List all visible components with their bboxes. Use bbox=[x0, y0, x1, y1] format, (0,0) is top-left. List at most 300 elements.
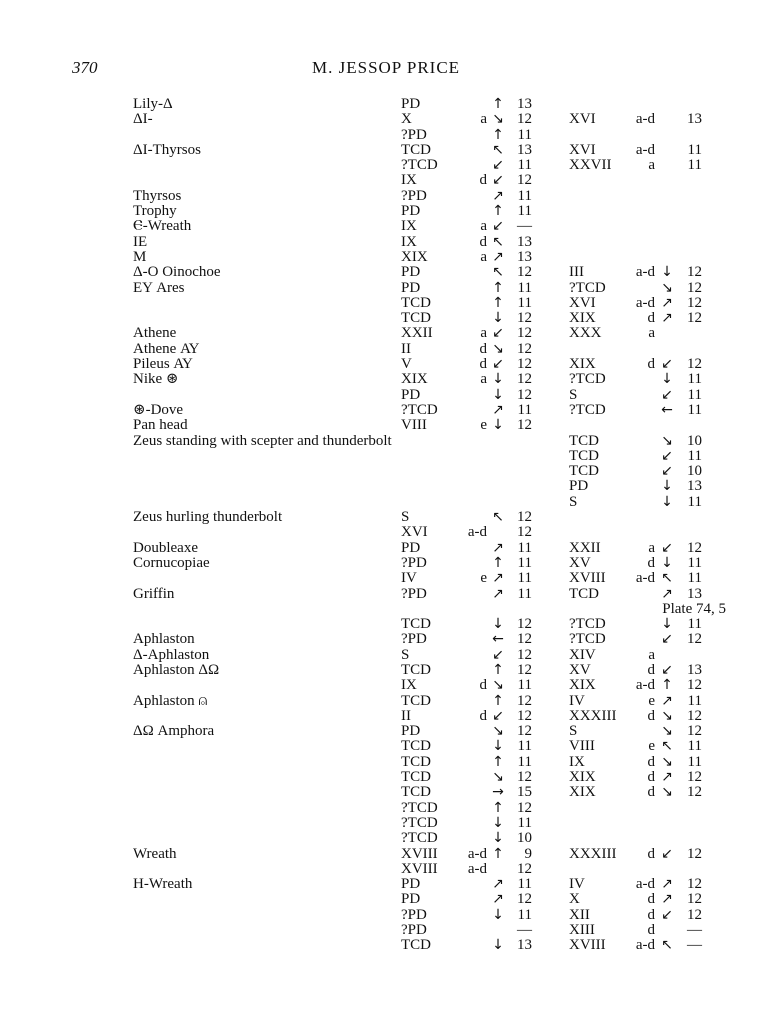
axis-hour-cell: 11 bbox=[517, 906, 532, 923]
axis-hour-cell: 12 bbox=[517, 386, 532, 403]
axis-hour-cell: 11 bbox=[517, 570, 532, 587]
axis-hour-cell-2: — bbox=[687, 937, 702, 954]
axis-hour-cell-2: 12 bbox=[687, 723, 702, 740]
subject-cell: ΔΙ- bbox=[133, 111, 153, 128]
axis-arrow: ↓ bbox=[492, 814, 504, 831]
axis-hour-cell: 11 bbox=[517, 203, 532, 220]
table-row bbox=[0, 189, 780, 204]
axis-arrow-2: ↘ bbox=[661, 723, 673, 740]
variant-cell-2: a-d bbox=[635, 876, 655, 893]
axis-hour-cell: 12 bbox=[517, 723, 532, 740]
variant-cell-2: a bbox=[648, 539, 655, 556]
table-row bbox=[0, 265, 780, 280]
axis-hour-cell: 11 bbox=[517, 126, 532, 143]
die-cell-2: TCD bbox=[569, 463, 599, 480]
axis-hour-cell: 12 bbox=[517, 111, 532, 128]
die-cell: ?TCD bbox=[401, 401, 438, 418]
die-cell: IX bbox=[401, 172, 417, 189]
axis-arrow: ↑ bbox=[492, 692, 504, 709]
table-row bbox=[0, 372, 780, 387]
subject-cell: Athene ΑΥ bbox=[133, 340, 200, 357]
die-cell-2: XIX bbox=[569, 356, 596, 373]
die-cell: XVIII bbox=[401, 860, 438, 877]
variant-cell-2: d bbox=[647, 845, 655, 862]
axis-hour-cell: 11 bbox=[517, 585, 532, 602]
axis-hour-cell-2: 12 bbox=[687, 845, 702, 862]
variant-cell-2: a-d bbox=[635, 677, 655, 694]
die-cell: ?TCD bbox=[401, 830, 438, 847]
table-row bbox=[0, 847, 780, 862]
die-cell: II bbox=[401, 707, 411, 724]
variant-cell-2: d bbox=[647, 310, 655, 327]
die-cell-2: IV bbox=[569, 692, 585, 709]
table-row bbox=[0, 678, 780, 693]
die-cell: TCD bbox=[401, 753, 431, 770]
axis-arrow-2: ↙ bbox=[661, 539, 673, 556]
die-cell: XXII bbox=[401, 325, 433, 342]
table-row bbox=[0, 326, 780, 341]
table-row bbox=[0, 801, 780, 816]
axis-hour-cell: 12 bbox=[517, 661, 532, 678]
axis-hour-cell: 9 bbox=[524, 845, 532, 862]
die-cell-2: XIX bbox=[569, 769, 596, 786]
die-cell-2: XXX bbox=[569, 325, 602, 342]
table-row bbox=[0, 403, 780, 418]
variant-cell: a bbox=[480, 248, 487, 265]
die-cell: PD bbox=[401, 723, 421, 740]
variant-cell-2: d bbox=[647, 753, 655, 770]
subject-cell: Griffin bbox=[133, 585, 175, 602]
die-cell-2: S bbox=[569, 723, 578, 740]
axis-arrow: ↘ bbox=[492, 723, 504, 740]
table-row bbox=[0, 464, 780, 479]
axis-hour-cell: 11 bbox=[517, 876, 532, 893]
table-row bbox=[0, 648, 780, 663]
axis-arrow: ↗ bbox=[492, 187, 504, 204]
die-cell: ?PD bbox=[401, 585, 427, 602]
axis-hour-cell-2: 12 bbox=[687, 279, 702, 296]
die-cell-2: XXXIII bbox=[569, 845, 617, 862]
die-cell: ?PD bbox=[401, 126, 427, 143]
variant-cell-2: a-d bbox=[635, 111, 655, 128]
die-cell: PD bbox=[401, 891, 421, 908]
subject-cell: Ⲉ-Wreath bbox=[133, 218, 192, 235]
die-cell-2: XXVII bbox=[569, 157, 612, 174]
table-row bbox=[0, 770, 780, 785]
subject-cell: ΙΕ bbox=[133, 233, 148, 250]
axis-hour-cell: 12 bbox=[517, 264, 532, 281]
axis-arrow-2: ↘ bbox=[661, 432, 673, 449]
axis-hour-cell-2: 13 bbox=[687, 661, 702, 678]
die-cell: TCD bbox=[401, 738, 431, 755]
die-cell-2: ?TCD bbox=[569, 401, 606, 418]
die-cell-2: XIX bbox=[569, 784, 596, 801]
subject-cell: Aphlaston ΔΩ bbox=[133, 661, 220, 678]
axis-arrow: ↘ bbox=[492, 769, 504, 786]
axis-arrow: ↑ bbox=[492, 799, 504, 816]
axis-arrow-2: ↙ bbox=[661, 906, 673, 923]
table-row bbox=[0, 556, 780, 571]
subject-cell: Lily-Δ bbox=[133, 96, 173, 112]
die-cell-2: VIII bbox=[569, 738, 595, 755]
axis-arrow: ↗ bbox=[492, 401, 504, 418]
axis-hour-cell: 12 bbox=[517, 340, 532, 357]
subject-cell: Aphlaston ⍝ bbox=[133, 692, 208, 709]
axis-hour-cell: 11 bbox=[517, 187, 532, 204]
die-cell-2: IX bbox=[569, 753, 585, 770]
axis-arrow-2: ↖ bbox=[661, 937, 673, 954]
axis-hour-cell-2: — bbox=[687, 922, 702, 939]
table-row bbox=[0, 525, 780, 540]
die-cell: TCD bbox=[401, 692, 431, 709]
die-cell: ?PD bbox=[401, 922, 427, 939]
axis-arrow-2: ↓ bbox=[661, 616, 673, 633]
die-cell: ?PD bbox=[401, 187, 427, 204]
die-cell: IX bbox=[401, 233, 417, 250]
axis-arrow-2: ↙ bbox=[661, 356, 673, 373]
axis-hour-cell: 12 bbox=[517, 325, 532, 342]
table-row bbox=[0, 128, 780, 143]
table-row bbox=[0, 709, 780, 724]
subject-cell: Aphlaston bbox=[133, 631, 195, 648]
axis-hour-cell-2: 13 bbox=[687, 478, 702, 495]
die-cell: PD bbox=[401, 876, 421, 893]
table-row bbox=[0, 663, 780, 678]
subject-cell: ⊛-Dove bbox=[133, 401, 184, 418]
table-row bbox=[0, 97, 780, 112]
die-cell-2: III bbox=[569, 264, 584, 281]
axis-arrow: ↓ bbox=[492, 937, 504, 954]
axis-hour-cell-2: 11 bbox=[687, 554, 702, 571]
axis-arrow: ← bbox=[492, 631, 504, 648]
axis-hour-cell: 12 bbox=[517, 310, 532, 327]
subject-cell: ΔΩ Amphora bbox=[133, 723, 215, 740]
table-row bbox=[0, 587, 780, 602]
die-cell: XVI bbox=[401, 524, 428, 541]
axis-arrow: ↓ bbox=[492, 310, 504, 327]
axis-hour-cell: 12 bbox=[517, 417, 532, 434]
variant-cell-2: a-d bbox=[635, 937, 655, 954]
table-row bbox=[0, 204, 780, 219]
die-cell-2: XIX bbox=[569, 677, 596, 694]
table-row bbox=[0, 739, 780, 754]
axis-arrow: ↙ bbox=[492, 707, 504, 724]
die-cell-2: ?TCD bbox=[569, 631, 606, 648]
die-cell: IV bbox=[401, 570, 417, 587]
axis-arrow: ↑ bbox=[492, 126, 504, 143]
axis-hour-cell: 11 bbox=[517, 539, 532, 556]
die-cell: PD bbox=[401, 386, 421, 403]
axis-hour-cell: 12 bbox=[517, 509, 532, 526]
die-cell-2: ?TCD bbox=[569, 371, 606, 388]
axis-arrow: ↓ bbox=[492, 616, 504, 633]
axis-arrow-2: ↘ bbox=[661, 784, 673, 801]
axis-hour-cell-2: 12 bbox=[687, 677, 702, 694]
page-number: 370 bbox=[72, 58, 98, 77]
table-row bbox=[0, 877, 780, 892]
die-cell-2: XVIII bbox=[569, 937, 606, 954]
axis-hour-cell: 12 bbox=[517, 646, 532, 663]
axis-arrow-2: ↓ bbox=[661, 264, 673, 281]
variant-cell: a-d bbox=[467, 845, 487, 862]
variant-cell: a-d bbox=[467, 524, 487, 541]
subject-cell: Μ bbox=[133, 248, 147, 265]
subject-cell: Trophy bbox=[133, 203, 177, 220]
variant-cell-2: a bbox=[648, 646, 655, 663]
die-cell: PD bbox=[401, 279, 421, 296]
axis-arrow-2: ↙ bbox=[661, 386, 673, 403]
table-row bbox=[0, 143, 780, 158]
die-cell-2: XVI bbox=[569, 294, 596, 311]
axis-hour-cell: 12 bbox=[517, 799, 532, 816]
axis-hour-cell: 11 bbox=[517, 677, 532, 694]
axis-hour-cell-2: 11 bbox=[687, 570, 702, 587]
subject-cell: Athene bbox=[133, 325, 177, 342]
variant-cell: a bbox=[480, 325, 487, 342]
axis-hour-cell-2: 11 bbox=[687, 386, 702, 403]
die-cell: IX bbox=[401, 218, 417, 235]
subject-cell: Nike ⊛ bbox=[133, 371, 179, 388]
axis-hour-cell-2: 12 bbox=[687, 906, 702, 923]
table-row bbox=[0, 938, 780, 953]
die-cell: TCD bbox=[401, 769, 431, 786]
axis-hour-cell-2: 11 bbox=[687, 753, 702, 770]
variant-cell-2: a-d bbox=[635, 294, 655, 311]
axis-hour-cell: 12 bbox=[517, 371, 532, 388]
axis-arrow: ↖ bbox=[492, 264, 504, 281]
axis-arrow: ↖ bbox=[492, 141, 504, 158]
die-cell-2: IV bbox=[569, 876, 585, 893]
axis-arrow-2: ↙ bbox=[661, 845, 673, 862]
axis-arrow-2: ↓ bbox=[661, 554, 673, 571]
variant-cell: d bbox=[479, 233, 487, 250]
axis-arrow: ↙ bbox=[492, 646, 504, 663]
axis-hour-cell-2: 12 bbox=[687, 310, 702, 327]
die-cell: V bbox=[401, 356, 412, 373]
table-row bbox=[0, 173, 780, 188]
axis-hour-cell: 15 bbox=[517, 784, 532, 801]
axis-hour-cell: 12 bbox=[517, 356, 532, 373]
variant-cell-2: d bbox=[647, 922, 655, 939]
axis-arrow: ↑ bbox=[492, 294, 504, 311]
axis-arrow-2: ↗ bbox=[661, 891, 673, 908]
axis-arrow: ↑ bbox=[492, 845, 504, 862]
table-row bbox=[0, 694, 780, 709]
axis-arrow: ↘ bbox=[492, 340, 504, 357]
axis-hour-cell-2: 11 bbox=[687, 157, 702, 174]
axis-arrow: ↑ bbox=[492, 661, 504, 678]
die-cell-2: ?TCD bbox=[569, 279, 606, 296]
variant-cell-2: d bbox=[647, 784, 655, 801]
axis-arrow: ↗ bbox=[492, 585, 504, 602]
variant-cell: d bbox=[479, 340, 487, 357]
die-cell-2: XIII bbox=[569, 922, 595, 939]
table-row bbox=[0, 342, 780, 357]
die-cell: TCD bbox=[401, 141, 431, 158]
die-cell-2: XII bbox=[569, 906, 590, 923]
table-row bbox=[0, 617, 780, 632]
axis-arrow: ↓ bbox=[492, 738, 504, 755]
die-cell-2: X bbox=[569, 891, 580, 908]
variant-cell: e bbox=[480, 417, 487, 434]
die-cell-2: S bbox=[569, 386, 578, 403]
axis-arrow: ↓ bbox=[492, 371, 504, 388]
subject-cell: Δ-Aphlaston bbox=[133, 646, 210, 663]
axis-hour-cell: 12 bbox=[517, 616, 532, 633]
axis-arrow-2: ↘ bbox=[661, 279, 673, 296]
axis-hour-cell-2: 10 bbox=[687, 463, 702, 480]
axis-hour-cell: 12 bbox=[517, 692, 532, 709]
subject-cell: ΔΙ-Thyrsos bbox=[133, 141, 201, 158]
variant-cell-2: a bbox=[648, 325, 655, 342]
axis-hour-cell-2: 12 bbox=[687, 294, 702, 311]
axis-arrow: ↓ bbox=[492, 906, 504, 923]
axis-hour-cell: 11 bbox=[517, 279, 532, 296]
axis-arrow-2: ↗ bbox=[661, 585, 673, 602]
axis-arrow: ↙ bbox=[492, 325, 504, 342]
table-row bbox=[0, 923, 780, 938]
axis-arrow-2: ← bbox=[661, 401, 673, 418]
subject-cell: Δ-Ο Oinochoe bbox=[133, 264, 221, 281]
die-cell: TCD bbox=[401, 937, 431, 954]
axis-hour-cell-2: 11 bbox=[687, 371, 702, 388]
axis-hour-cell-2: 12 bbox=[687, 356, 702, 373]
axis-hour-cell-2: 11 bbox=[687, 616, 702, 633]
table-row bbox=[0, 235, 780, 250]
axis-hour-cell: 11 bbox=[517, 753, 532, 770]
variant-cell: a bbox=[480, 111, 487, 128]
table-row bbox=[0, 112, 780, 127]
variant-cell-2: a-d bbox=[635, 264, 655, 281]
variant-cell-2: e bbox=[648, 738, 655, 755]
variant-cell-2: a-d bbox=[635, 570, 655, 587]
axis-arrow: ↑ bbox=[492, 753, 504, 770]
axis-hour-cell: 12 bbox=[517, 860, 532, 877]
variant-cell-2: d bbox=[647, 661, 655, 678]
axis-hour-cell: 11 bbox=[517, 814, 532, 831]
variant-cell: d bbox=[479, 172, 487, 189]
plate-note: Plate 74, 5 bbox=[662, 600, 726, 617]
die-cell: TCD bbox=[401, 616, 431, 633]
die-cell-2: TCD bbox=[569, 447, 599, 464]
die-cell: TCD bbox=[401, 294, 431, 311]
axis-arrow: ↗ bbox=[492, 876, 504, 893]
axis-hour-cell: 11 bbox=[517, 401, 532, 418]
variant-cell: e bbox=[480, 570, 487, 587]
die-cell: XVIII bbox=[401, 845, 438, 862]
axis-hour-cell: 11 bbox=[517, 157, 532, 174]
axis-arrow: ↘ bbox=[492, 111, 504, 128]
die-cell-2: XVI bbox=[569, 141, 596, 158]
die-cell-2: XVI bbox=[569, 111, 596, 128]
table-row bbox=[0, 434, 780, 449]
axis-arrow-2: ↗ bbox=[661, 769, 673, 786]
die-cell: X bbox=[401, 111, 412, 128]
axis-hour-cell: 12 bbox=[517, 631, 532, 648]
table-row bbox=[0, 495, 780, 510]
axis-hour-cell: 12 bbox=[517, 524, 532, 541]
axis-hour-cell-2: 12 bbox=[687, 769, 702, 786]
axis-arrow: → bbox=[492, 784, 504, 801]
table-row bbox=[0, 571, 780, 586]
axis-arrow: ↙ bbox=[492, 356, 504, 373]
axis-hour-cell-2: 13 bbox=[687, 585, 702, 602]
variant-cell-2: d bbox=[647, 906, 655, 923]
die-cell: S bbox=[401, 646, 410, 663]
axis-hour-cell-2: 12 bbox=[687, 707, 702, 724]
die-cell: PD bbox=[401, 264, 421, 281]
axis-hour-cell: 10 bbox=[517, 830, 532, 847]
die-cell: II bbox=[401, 340, 411, 357]
axis-arrow: ↙ bbox=[492, 172, 504, 189]
variant-cell: a-d bbox=[467, 860, 487, 877]
die-cell: TCD bbox=[401, 784, 431, 801]
axis-arrow: ↗ bbox=[492, 891, 504, 908]
variant-cell-2: d bbox=[647, 769, 655, 786]
subject-cell: ΕΥ Ares bbox=[133, 279, 185, 296]
variant-cell-2: d bbox=[647, 891, 655, 908]
axis-hour-cell: 11 bbox=[517, 738, 532, 755]
axis-arrow: ↓ bbox=[492, 417, 504, 434]
axis-arrow: ↖ bbox=[492, 233, 504, 250]
table-row bbox=[0, 632, 780, 647]
die-cell-2: TCD bbox=[569, 432, 599, 449]
table-row bbox=[0, 311, 780, 326]
axis-hour-cell-2: 12 bbox=[687, 891, 702, 908]
table-row bbox=[0, 418, 780, 433]
table-row bbox=[0, 908, 780, 923]
table-row bbox=[0, 785, 780, 800]
table-row bbox=[0, 219, 780, 234]
axis-hour-cell: 13 bbox=[517, 248, 532, 265]
die-cell: TCD bbox=[401, 310, 431, 327]
axis-hour-cell: 12 bbox=[517, 891, 532, 908]
axis-hour-cell-2: 12 bbox=[687, 264, 702, 281]
die-cell-2: XVIII bbox=[569, 570, 606, 587]
axis-arrow: ↓ bbox=[492, 830, 504, 847]
table-row bbox=[0, 250, 780, 265]
axis-arrow-2: ↙ bbox=[661, 447, 673, 464]
axis-hour-cell-2: 11 bbox=[687, 692, 702, 709]
axis-arrow: ↘ bbox=[492, 677, 504, 694]
axis-arrow-2: ↗ bbox=[661, 294, 673, 311]
die-cell: XIX bbox=[401, 248, 428, 265]
axis-hour-cell: — bbox=[517, 218, 532, 235]
axis-arrow-2: ↓ bbox=[661, 478, 673, 495]
axis-hour-cell: 13 bbox=[517, 233, 532, 250]
die-cell: VIII bbox=[401, 417, 427, 434]
axis-arrow: ↑ bbox=[492, 203, 504, 220]
axis-arrow-2: ↖ bbox=[661, 738, 673, 755]
axis-hour-cell-2: 11 bbox=[687, 141, 702, 158]
axis-hour-cell: 11 bbox=[517, 554, 532, 571]
table-row bbox=[0, 831, 780, 846]
axis-arrow-2: ↗ bbox=[661, 692, 673, 709]
die-cell: ?PD bbox=[401, 631, 427, 648]
axis-arrow: ↙ bbox=[492, 218, 504, 235]
die-cell: XIX bbox=[401, 371, 428, 388]
die-cell: PD bbox=[401, 96, 421, 112]
die-cell-2: XV bbox=[569, 661, 591, 678]
table-row bbox=[0, 357, 780, 372]
table-row bbox=[0, 892, 780, 907]
variant-cell-2: a-d bbox=[635, 141, 655, 158]
die-cell-2: XV bbox=[569, 554, 591, 571]
die-cell: ?PD bbox=[401, 906, 427, 923]
axis-arrow-2: ↓ bbox=[661, 493, 673, 510]
axis-hour-cell: 12 bbox=[517, 769, 532, 786]
subject-cell: Zeus hurling thunderbolt bbox=[133, 509, 283, 526]
